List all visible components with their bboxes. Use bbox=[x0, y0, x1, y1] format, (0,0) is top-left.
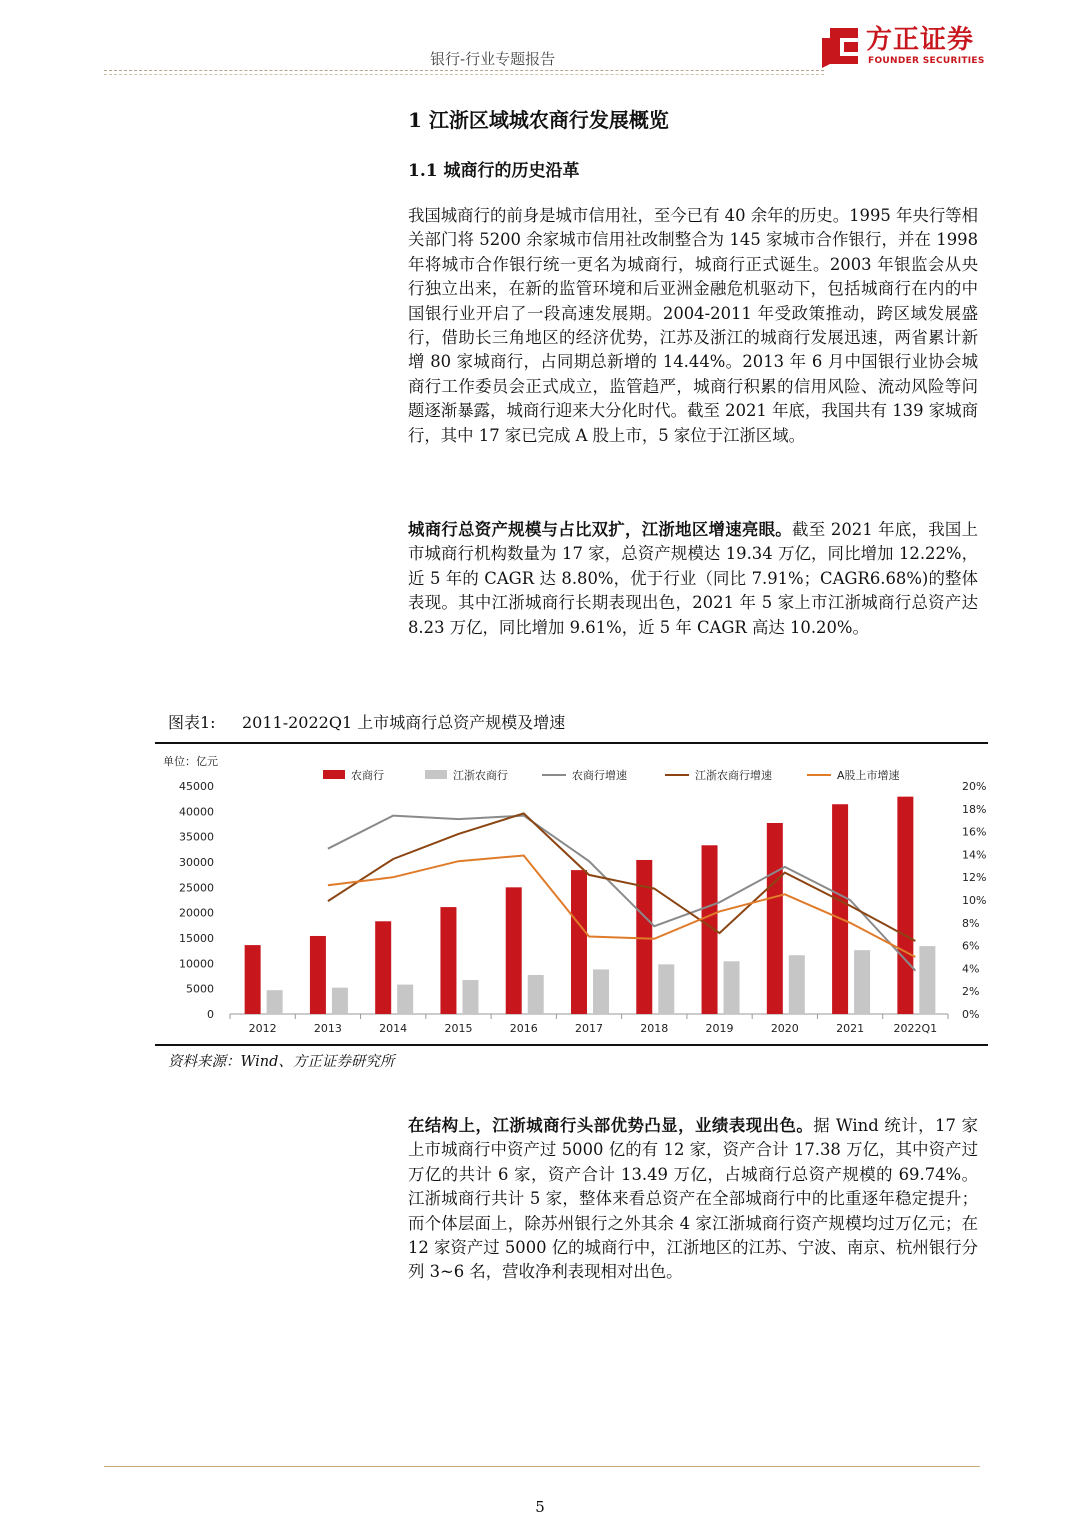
right-axis-tick-label: 14% bbox=[962, 848, 987, 862]
paragraph-history: 我国城商行的前身是城市信用社，至今已有 40 余年的历史。1995 年央行等相关部门将 5200 余家城市信用社改制整合为 145 家城市合作银行，并在 1998 年将城市合作银行统一更名为城商行，城商行正式诞生。2003 年银监会从央行独立出来，在新的监管环境和后亚洲金融危机驱动下，包括城商行在内的中国银行业开启了一段高速发展期。2004-2011 年受政策推动，跨区域发展盛行，借助长三角地区的经济优势，江苏及浙江的城商行发展迅速，两省累计新增 80 家城商行，占同期总新增的 14.44%。2013 年 6 月中国银行业协会城商行工作委员会正式成立，监管趋严，城商行积累的信用风险、流动风险等问题逐渐暴露，城商行迎来大分化时代。截至 2021 年底，我国共有 139 家城商行，其中 17 家已完成 A 股上市，5 家位于江浙区域。 bbox=[408, 206, 978, 445]
legend-label: 农商行增速 bbox=[572, 769, 627, 782]
right-axis-tick-label: 2% bbox=[962, 985, 980, 999]
footer-divider bbox=[104, 1466, 980, 1467]
left-axis-tick-label: 15000 bbox=[179, 932, 214, 945]
chart-unit-label: 单位：亿元 bbox=[163, 755, 218, 768]
left-axis-tick-label: 25000 bbox=[179, 881, 214, 895]
founder-securities-logo bbox=[822, 24, 992, 70]
bar-农商行 bbox=[310, 936, 326, 1014]
paragraph-asset-scale-lead: 城商行总资产规模与占比双扩，江浙地区增速亮眼。 bbox=[408, 520, 792, 539]
asset-scale-chart bbox=[155, 746, 988, 1042]
right-axis-tick-label: 18% bbox=[962, 802, 987, 816]
right-axis-tick-label: 20% bbox=[962, 780, 987, 793]
bar-农商行 bbox=[245, 945, 261, 1014]
x-axis-category-label: 2015 bbox=[444, 1022, 473, 1035]
figure-bottom-rule bbox=[155, 1044, 988, 1046]
x-axis-category-label: 2016 bbox=[509, 1022, 538, 1035]
report-header-title: 银行-行业专题报告 bbox=[430, 50, 556, 68]
left-axis-tick-label: 10000 bbox=[179, 957, 214, 971]
paragraph-asset-scale bbox=[408, 518, 978, 640]
bar-江浙农商行 bbox=[462, 980, 478, 1014]
bar-农商行 bbox=[636, 860, 652, 1014]
paragraph-structure bbox=[408, 1114, 978, 1285]
legend-label: 江浙农商行增速 bbox=[695, 769, 772, 782]
section-heading: 1 江浙区域城农商行发展概览 bbox=[408, 108, 669, 132]
bar-江浙农商行 bbox=[658, 964, 674, 1014]
figure-caption bbox=[168, 710, 565, 733]
page-number: 5 bbox=[535, 1498, 545, 1516]
legend-label: 江浙农商行 bbox=[453, 769, 508, 782]
bar-江浙农商行 bbox=[332, 988, 348, 1014]
bar-江浙农商行 bbox=[789, 955, 805, 1014]
line-江浙农商行增速 bbox=[328, 813, 916, 941]
paragraph-structure-body: 据 Wind 统计，17 家上市城商行中资产过 5000 亿的有 12 家，资产合计 17.38 万亿，其中资产过万亿的共计 6 家，资产合计 13.49 万亿，占城商行总资产规模的 69.74%。江浙城商行共计 5 家，整体来看总资产在全部城商行中的比重逐年稳定提升；而个体层面上，除苏州银行之外其余 4 家江浙城商行资产规模均过万亿元；在 12 家资产过 5000 亿的城商行中，江浙地区的江苏、宁波、南京、杭州银行分列 3~6 名，营收净利表现相对出色。 bbox=[408, 1116, 979, 1282]
right-axis-tick-label: 4% bbox=[962, 962, 980, 976]
x-axis-category-label: 2014 bbox=[379, 1022, 408, 1035]
x-axis-category-label: 2018 bbox=[640, 1022, 669, 1035]
left-axis-tick-label: 20000 bbox=[179, 906, 214, 920]
bar-江浙农商行 bbox=[724, 961, 740, 1014]
bar-农商行 bbox=[832, 804, 848, 1014]
chart-legend bbox=[323, 768, 900, 782]
paragraph-asset-scale-body: 截至 2021 年底，我国上市城商行机构数量为 17 家，总资产规模达 19.34 万亿，同比增加 12.22%，近 5 年的 CAGR 达 8.80%，优于行业（同比 7.91%；CAGR6.68%)的整体表现。其中江浙城商行长期表现出色，2021 年 5 家上市江浙城商行总资产达 8.23 万亿，同比增加 9.61%，近 5 年 CAGR 高达 10.20%。 bbox=[408, 520, 978, 637]
right-axis-tick-label: 0% bbox=[962, 1008, 980, 1021]
chart-bars bbox=[245, 797, 936, 1014]
bar-江浙农商行 bbox=[397, 985, 413, 1014]
left-axis-tick-label: 0 bbox=[207, 1008, 214, 1021]
subsection-heading: 1.1 城商行的历史沿革 bbox=[408, 161, 580, 181]
right-axis-tick-label: 16% bbox=[962, 825, 987, 839]
logo-chinese-name: 方正证券 bbox=[866, 25, 975, 55]
bar-农商行 bbox=[375, 921, 391, 1014]
x-axis-category-label: 2017 bbox=[575, 1022, 603, 1035]
left-axis-tick-label: 40000 bbox=[179, 805, 214, 819]
right-axis-tick-label: 6% bbox=[962, 939, 980, 953]
bar-农商行 bbox=[440, 907, 456, 1014]
left-axis-tick-label: 45000 bbox=[179, 780, 214, 793]
bar-农商行 bbox=[767, 823, 783, 1014]
header-divider bbox=[104, 70, 824, 71]
figure-title: 2011-2022Q1 上市城商行总资产规模及增速 bbox=[242, 713, 566, 732]
x-axis-category-label: 2012 bbox=[248, 1022, 277, 1035]
right-axis-tick-label: 12% bbox=[962, 871, 987, 885]
x-axis-category-label: 2013 bbox=[313, 1022, 342, 1035]
x-axis-category-label: 2021 bbox=[836, 1022, 865, 1035]
paragraph-structure-lead: 在结构上，江浙城商行头部优势凸显，业绩表现出色。 bbox=[408, 1116, 814, 1135]
bar-江浙农商行 bbox=[267, 990, 283, 1014]
legend-swatch bbox=[323, 770, 345, 779]
right-axis-tick-label: 10% bbox=[962, 894, 987, 907]
figure-source: 资料来源：Wind、方正证券研究所 bbox=[168, 1054, 395, 1070]
bar-农商行 bbox=[897, 797, 913, 1014]
logo-english-name: FOUNDER SECURITIES bbox=[868, 56, 985, 66]
founder-logo-icon bbox=[822, 24, 862, 68]
bar-农商行 bbox=[506, 887, 522, 1014]
x-axis-category-label: 2019 bbox=[705, 1022, 734, 1035]
left-axis-tick-label: 30000 bbox=[179, 856, 214, 869]
right-axis-tick-label: 8% bbox=[962, 916, 980, 930]
bar-江浙农商行 bbox=[593, 969, 609, 1014]
bar-农商行 bbox=[571, 870, 587, 1014]
legend-label: 农商行 bbox=[351, 769, 384, 782]
bar-江浙农商行 bbox=[528, 975, 544, 1014]
left-axis-tick-label: 35000 bbox=[179, 830, 214, 844]
legend-swatch bbox=[425, 770, 447, 779]
bar-江浙农商行 bbox=[854, 950, 870, 1014]
legend-label: A股上市增速 bbox=[837, 769, 900, 782]
line-A股上市增速 bbox=[328, 856, 916, 958]
x-axis-category-label: 2020 bbox=[770, 1022, 799, 1035]
bar-江浙农商行 bbox=[919, 946, 935, 1014]
chart-lines bbox=[328, 813, 916, 970]
x-axis-category-label: 2022Q1 bbox=[893, 1022, 938, 1035]
figure-label: 图表1: bbox=[168, 713, 216, 732]
left-axis-tick-label: 5000 bbox=[186, 982, 214, 996]
header-divider-secondary bbox=[104, 74, 824, 75]
figure-top-rule bbox=[155, 742, 988, 744]
